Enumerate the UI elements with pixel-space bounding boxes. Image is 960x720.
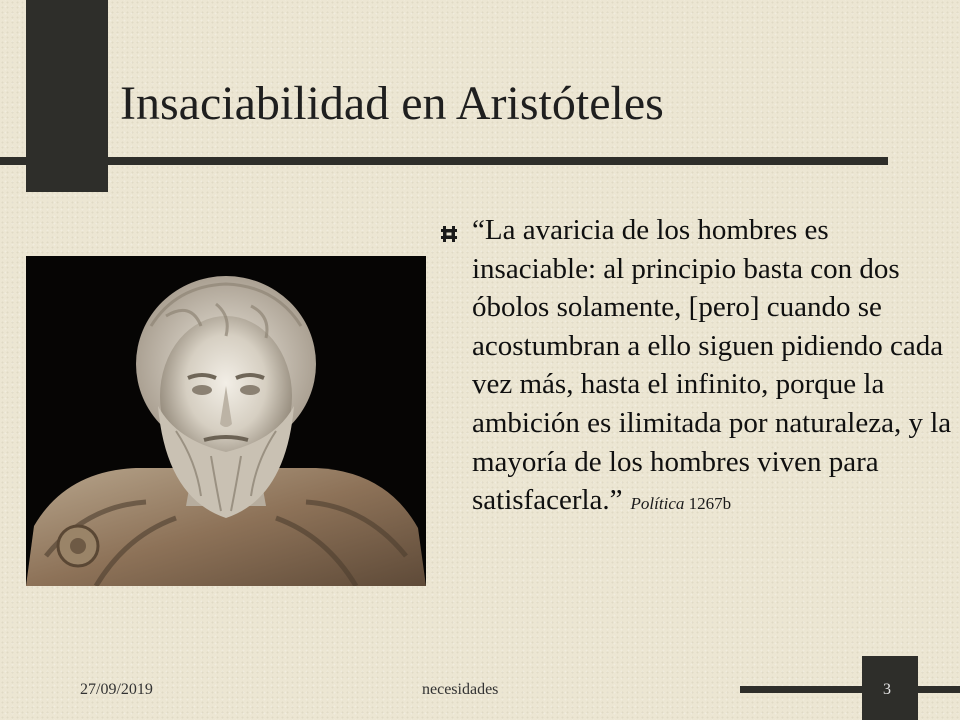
footer-date: 27/09/2019	[80, 681, 153, 698]
hash-bullet-icon	[440, 225, 458, 243]
page-number: 3	[883, 681, 891, 698]
quote-source	[631, 494, 732, 513]
source-work: Política	[630, 494, 685, 514]
title-underline-bar	[0, 157, 888, 165]
quote-text: “La avaricia de los hombres es insaciable: al principio basta con dos óbolos solamente, [pero] cuando se acostumbran a ello siguen pidiendo cada vez más, hasta el infinito, porque la ambición es ilimitada por naturaleza, y la mayoría de los hombres viven para satisfacerla.”	[472, 214, 952, 517]
quote-paragraph	[472, 211, 954, 524]
aristotle-bust-image	[26, 256, 426, 586]
footer-bar	[740, 686, 960, 693]
source-reference: 1267b	[688, 494, 732, 514]
slide-title: Insaciabilidad en Aristóteles	[120, 77, 664, 130]
footer-topic: necesidades	[422, 681, 499, 698]
